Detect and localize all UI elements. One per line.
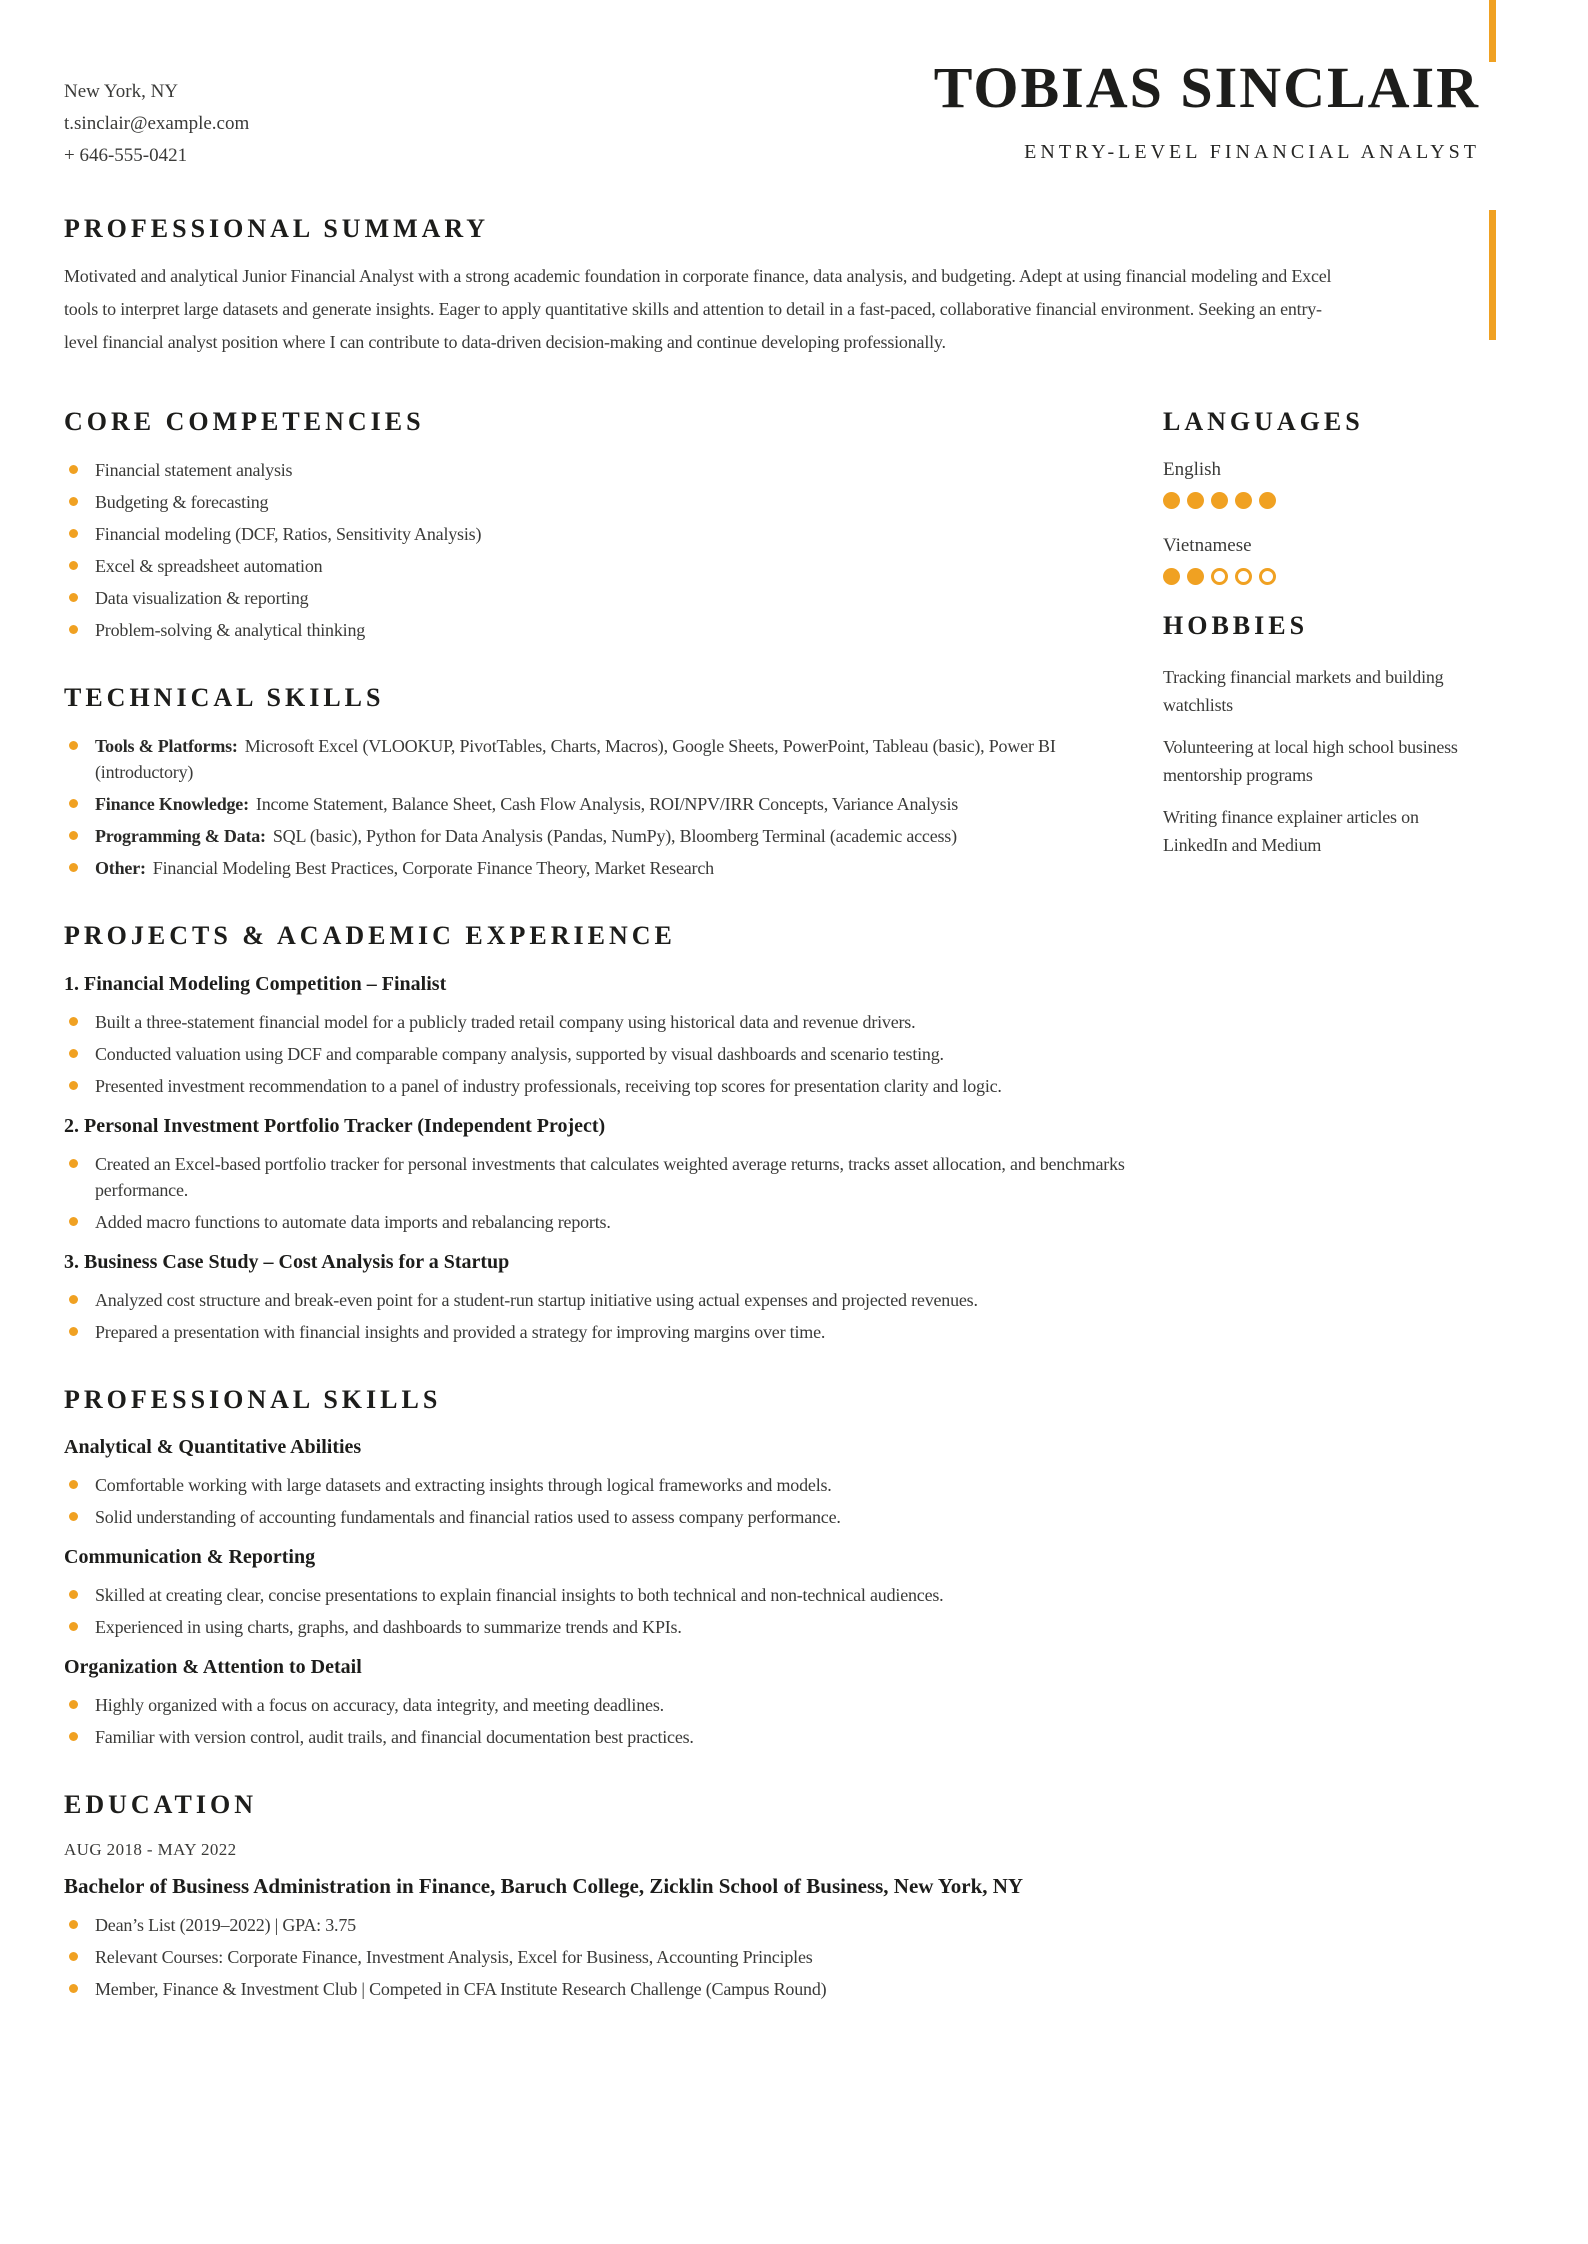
skill-category-label: Other: [95, 857, 146, 878]
columns [64, 407, 1473, 2008]
bullet-icon [69, 561, 78, 570]
core-competencies-section [64, 407, 1150, 643]
skill-group-bullets [64, 1582, 1150, 1640]
education-bullets [64, 1912, 1150, 2002]
bullet-text [95, 794, 958, 814]
level-dot-filled-icon [1211, 492, 1228, 509]
core-competencies-list [64, 457, 1150, 643]
sidebar [1163, 407, 1473, 2008]
bullet-icon [69, 799, 78, 808]
list-item [64, 585, 1150, 611]
bullet-icon [69, 741, 78, 750]
bullet-icon [69, 1952, 78, 1961]
bullet-text: Highly organized with a focus on accuracy, data integrity, and meeting deadlines. [95, 1695, 664, 1716]
bullet-text: Member, Finance & Investment Club | Competed in CFA Institute Research Challenge (Campus Round) [95, 1979, 827, 2000]
bullet-text: Prepared a presentation with financial insights and provided a strategy for improving margins over time. [95, 1321, 826, 1342]
bullet-icon [69, 1622, 78, 1631]
bullet-text: Budgeting & forecasting [95, 491, 269, 512]
accent-bar-second [1489, 210, 1496, 340]
title-block [933, 55, 1480, 164]
bullet-text: Problem-solving & analytical thinking [95, 619, 366, 640]
bullet-text [95, 736, 1056, 782]
level-dot-empty-icon [1259, 568, 1276, 585]
projects-section [64, 921, 1150, 1345]
bullet-icon [69, 1920, 78, 1929]
education-dates: AUG 2018 - MAY 2022 [64, 1840, 237, 1860]
accent-bar-top [1489, 0, 1496, 62]
education-degree: Bachelor of Business Administration in Finance, Baruch College, Zicklin School of Business, New York, NY [64, 1874, 1024, 1899]
skill-text: Microsoft Excel (VLOOKUP, PivotTables, Charts, Macros), Google Sheets, PowerPoint, Tableau (basic), Power BI (introductory) [95, 735, 1056, 782]
level-dot-filled-icon [1187, 492, 1204, 509]
bullet-icon [69, 465, 78, 474]
skill-category-label: Finance Knowledge: [95, 793, 249, 814]
list-item [64, 489, 1150, 515]
bullet-icon [69, 1590, 78, 1599]
bullet-text [95, 858, 714, 878]
level-dot-filled-icon [1259, 492, 1276, 509]
skill-group-title: Analytical & Quantitative Abilities [64, 1436, 362, 1459]
summary-text: Motivated and analytical Junior Financial Analyst with a strong academic foundation in corporate finance, data analysis, and budgeting. Adept at using financial modeling and Excel tools to interpret large datasets and generate insights. Eager to apply quantitative skills and attention to detail in a fast-paced, collaborative financial environment. Seeking an entry-level financial analyst position where I can contribute to data-driven decision-making and continue developing professionally. [64, 265, 1332, 352]
skill-category-label: Tools & Platforms: [95, 735, 238, 756]
summary-section [64, 214, 1440, 359]
language-item [1163, 535, 1473, 585]
list-item [64, 1073, 1150, 1099]
education-section [64, 1790, 1150, 2002]
bullet-icon [69, 1017, 78, 1026]
list-item [64, 823, 1150, 849]
bullet-icon [69, 625, 78, 634]
technical-skills-heading: TECHNICAL SKILLS [64, 682, 385, 712]
main-column [64, 407, 1150, 2008]
hobby-item: Volunteering at local high school business mentorship programs [1163, 736, 1458, 785]
bullet-icon [69, 1295, 78, 1304]
skill-text: Financial Modeling Best Practices, Corporate Finance Theory, Market Research [152, 857, 714, 878]
skill-text: Income Statement, Balance Sheet, Cash Flow Analysis, ROI/NPV/IRR Concepts, Variance Analysis [255, 793, 959, 814]
bullet-icon [69, 1081, 78, 1090]
bullet-icon [69, 1480, 78, 1489]
project-bullets [64, 1287, 1150, 1345]
skill-group-title: Organization & Attention to Detail [64, 1656, 362, 1679]
level-dot-filled-icon [1163, 568, 1180, 585]
bullet-icon [69, 1732, 78, 1741]
bullet-text: Built a three-statement financial model for a publicly traded retail company using historical data and revenue drivers. [95, 1011, 916, 1032]
list-item [64, 1724, 1150, 1750]
list-item [64, 617, 1150, 643]
bullet-icon [69, 1512, 78, 1521]
level-dot-filled-icon [1187, 568, 1204, 585]
language-name: English [1163, 458, 1222, 480]
language-item [1163, 459, 1473, 509]
bullet-icon [69, 1700, 78, 1709]
candidate-name: TOBIAS SINCLAIR [933, 55, 1480, 120]
bullet-text [95, 826, 957, 846]
contact-phone: + 646-555-0421 [64, 145, 188, 166]
candidate-title: ENTRY-LEVEL FINANCIAL ANALYST [1024, 140, 1480, 163]
list-item [64, 1209, 1150, 1235]
bullet-icon [69, 593, 78, 602]
project-bullets [64, 1009, 1150, 1099]
language-level-dots [1163, 568, 1473, 585]
languages-heading: LANGUAGES [1163, 406, 1364, 436]
list-item [64, 855, 1150, 881]
bullet-text: Solid understanding of accounting fundamentals and financial ratios used to assess company performance. [95, 1507, 841, 1528]
technical-skills-section [64, 683, 1150, 881]
list-item [64, 1287, 1150, 1313]
bullet-text: Added macro functions to automate data imports and rebalancing reports. [95, 1211, 611, 1232]
languages-section [1163, 407, 1473, 585]
level-dot-empty-icon [1211, 568, 1228, 585]
hobbies-heading: HOBBIES [1163, 610, 1309, 640]
list-item [64, 1944, 1150, 1970]
level-dot-filled-icon [1163, 492, 1180, 509]
bullet-text: Analyzed cost structure and break-even point for a student-run startup initiative using actual expenses and projected revenues. [95, 1289, 978, 1310]
list-item [64, 1912, 1150, 1938]
skill-category-label: Programming & Data: [95, 825, 266, 846]
list-item [64, 1009, 1150, 1035]
list-item [64, 1582, 1150, 1608]
bullet-text: Financial statement analysis [95, 459, 293, 480]
technical-skills-list [64, 733, 1150, 881]
list-item [64, 1614, 1150, 1640]
professional-skills-heading: PROFESSIONAL SKILLS [64, 1384, 442, 1414]
contact-block [64, 76, 249, 172]
bullet-icon [69, 1327, 78, 1336]
bullet-icon [69, 863, 78, 872]
list-item [64, 521, 1150, 547]
summary-heading: PROFESSIONAL SUMMARY [64, 214, 490, 243]
hobby-item: Tracking financial markets and building watchlists [1163, 666, 1444, 715]
list-item [64, 733, 1150, 785]
list-item [64, 457, 1150, 483]
bullet-text: Presented investment recommendation to a panel of industry professionals, receiving top scores for presentation clarity and logic. [95, 1075, 1002, 1096]
list-item [64, 1319, 1150, 1345]
bullet-text: Data visualization & reporting [95, 587, 309, 608]
list-item [64, 1151, 1150, 1203]
bullet-icon [69, 1217, 78, 1226]
bullet-text: Dean’s List (2019–2022) | GPA: 3.75 [95, 1915, 356, 1936]
bullet-text: Excel & spreadsheet automation [95, 555, 323, 576]
bullet-icon [69, 831, 78, 840]
skill-group-title: Communication & Reporting [64, 1546, 316, 1569]
hobbies-section [1163, 611, 1473, 859]
bullet-text: Experienced in using charts, graphs, and dashboards to summarize trends and KPIs. [95, 1617, 682, 1638]
bullet-icon [69, 1159, 78, 1168]
projects-heading: PROJECTS & ACADEMIC EXPERIENCE [64, 920, 676, 950]
education-heading: EDUCATION [64, 1790, 257, 1820]
project-bullets [64, 1151, 1150, 1235]
list-item [64, 1041, 1150, 1067]
skill-group-bullets [64, 1472, 1150, 1530]
list-item [64, 1692, 1150, 1718]
bullet-text: Financial modeling (DCF, Ratios, Sensitivity Analysis) [95, 523, 482, 544]
list-item [64, 553, 1150, 579]
bullet-text: Comfortable working with large datasets and extracting insights through logical frameworks and models. [95, 1475, 832, 1496]
project-title: 2. Personal Investment Portfolio Tracker (Independent Project) [64, 1114, 606, 1137]
bullet-text: Relevant Courses: Corporate Finance, Investment Analysis, Excel for Business, Accounting Principles [95, 1947, 813, 1968]
hobby-item: Writing finance explainer articles on LinkedIn and Medium [1163, 806, 1419, 855]
bullet-icon [69, 1984, 78, 1993]
project-title: 3. Business Case Study – Cost Analysis for a Startup [64, 1250, 510, 1273]
skill-group-bullets [64, 1692, 1150, 1750]
bullet-text: Skilled at creating clear, concise presentations to explain financial insights to both technical and non-technical audiences. [95, 1585, 944, 1606]
skill-text: SQL (basic), Python for Data Analysis (Pandas, NumPy), Bloomberg Terminal (academic access) [272, 825, 957, 846]
bullet-icon [69, 529, 78, 538]
core-competencies-heading: CORE COMPETENCIES [64, 406, 425, 436]
contact-email: t.sinclair@example.com [64, 113, 250, 134]
language-name: Vietnamese [1163, 534, 1252, 556]
header [0, 0, 1588, 172]
language-level-dots [1163, 492, 1473, 509]
level-dot-filled-icon [1235, 492, 1252, 509]
list-item [64, 1504, 1150, 1530]
project-title: 1. Financial Modeling Competition – Finalist [64, 972, 447, 995]
contact-location: New York, NY [64, 81, 179, 102]
bullet-text: Created an Excel-based portfolio tracker for personal investments that calculates weighted average returns, tracks asset allocation, and benchmarks performance. [95, 1153, 1125, 1200]
list-item [64, 1472, 1150, 1498]
list-item [64, 791, 1150, 817]
professional-skills-section [64, 1385, 1150, 1751]
bullet-text: Conducted valuation using DCF and comparable company analysis, supported by visual dashboards and scenario testing. [95, 1043, 944, 1064]
bullet-text: Familiar with version control, audit trails, and financial documentation best practices. [95, 1727, 694, 1748]
level-dot-empty-icon [1235, 568, 1252, 585]
bullet-icon [69, 497, 78, 506]
bullet-icon [69, 1049, 78, 1058]
list-item [64, 1976, 1150, 2002]
